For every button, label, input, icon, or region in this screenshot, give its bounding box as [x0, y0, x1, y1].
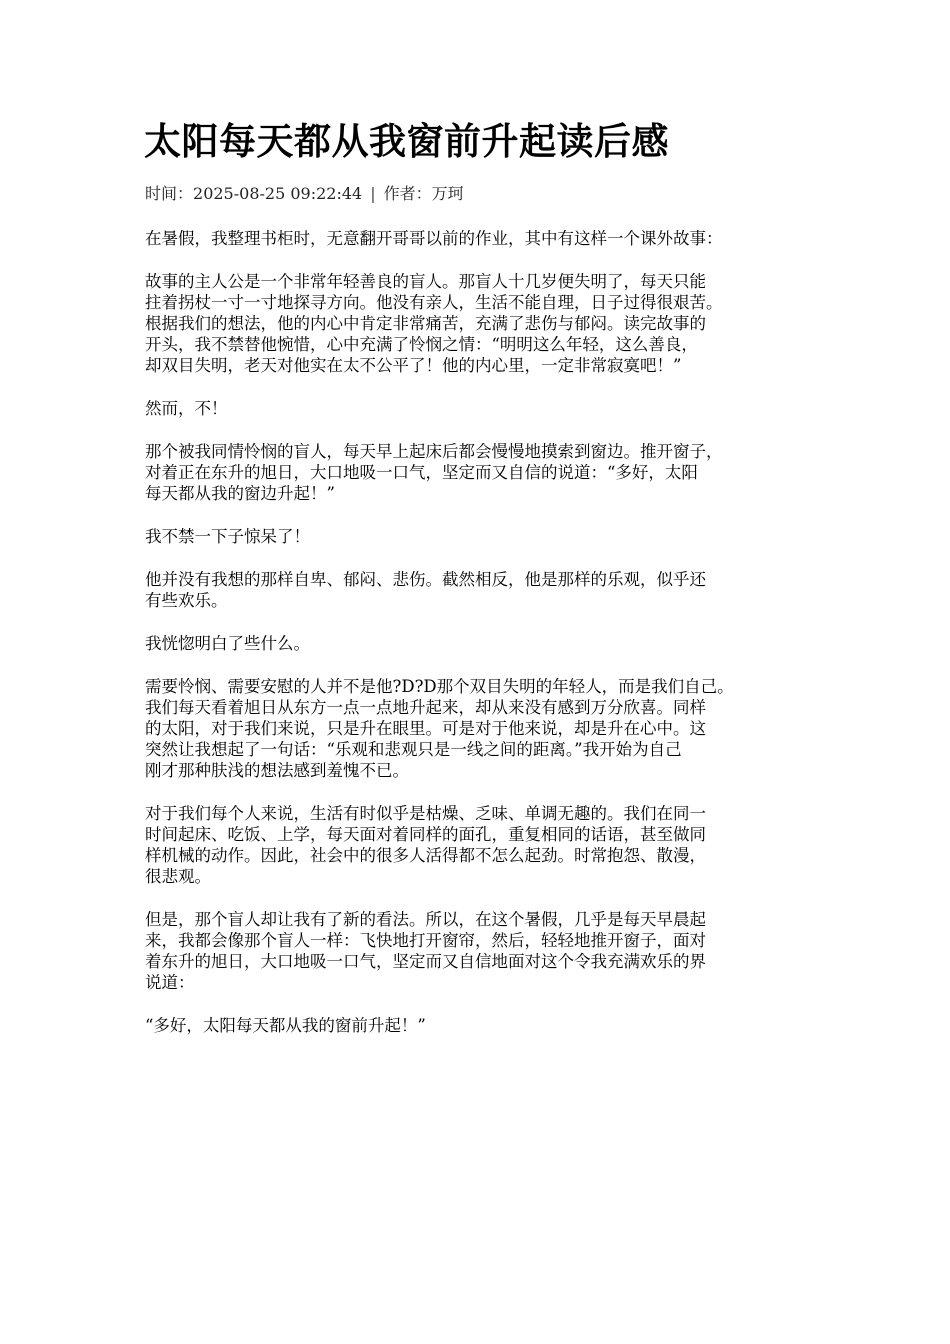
author-label: 作者： [383, 184, 432, 203]
paragraph: 对于我们每个人来说，生活有时似乎是枯燥、乏味、单调无趣的。我们在同一 时间起床、吃饭、上学，每天面对着同样的面孔，重复相同的话语，甚至做同 样机械的动作。因此，社会中的很多人活得都不怎么起劲。时常抱怨、散漫， 很悲观。 [145, 804, 706, 886]
time-label: 时间： [145, 184, 194, 203]
paragraph: “多好，太阳每天都从我的窗前升起！” [145, 1016, 426, 1035]
paragraph: 在暑假，我整理书柜时，无意翻开哥哥以前的作业，其中有这样一个课外故事： [145, 229, 723, 248]
paragraph: 他并没有我想的那样自卑、郁闷、悲伤。截然相反，他是那样的乐观，似乎还 有些欢乐。 [145, 570, 706, 610]
paragraph: 故事的主人公是一个非常年轻善良的盲人。那盲人十几岁便失明了，每天只能 拄着拐杖一寸一寸地探寻方向。他没有亲人，生活不能自理，日子过得很艰苦。 根据我们的想法，他的内心中肯定非常痛苦，充满了悲伤与郁闷。读完故事的 开头，我不禁替他惋惜，心中充满了怜悯之情：“明明这么年轻，这么善良， 却双目失明，老天对他实在太不公平了！他的内心里，一定非常寂寞吧！” [145, 272, 723, 375]
paragraph: 我恍惚明白了些什么。 [145, 634, 310, 653]
article-body [145, 228, 815, 1058]
author-value: 万珂 [431, 184, 464, 203]
meta-separator: | [370, 184, 376, 203]
paragraph: 然而，不！ [145, 399, 228, 418]
time-value: 2025-08-25 09:22:44 [193, 184, 363, 203]
paragraph: 但是，那个盲人却让我有了新的看法。所以，在这个暑假，几乎是每天早晨起 来，我都会像那个盲人一样：飞快地打开窗帘，然后，轻轻地推开窗子，面对 着东升的旭日，大口地吸一口气，坚定而又自信地面对这个令我充满欢乐的界 说道： [145, 910, 706, 992]
article-meta [145, 183, 464, 205]
paragraph: 我不禁一下子惊呆了！ [145, 527, 310, 546]
article-title: 太阳每天都从我窗前升起读后感 [144, 119, 669, 163]
paragraph: 那个被我同情怜悯的盲人，每天早上起床后都会慢慢地摸索到窗边。推开窗子， 对着正在东升的旭日，大口地吸一口气，坚定而又自信的说道：“多好，太阳 每天都从我的窗边升起！” [145, 442, 723, 503]
paragraph: 需要怜悯、需要安慰的人并不是他?D?D那个双目失明的年轻人，而是我们自己。 我们每天看着旭日从东方一点一点地升起来，却从来没有感到万分欣喜。同样 的太阳，对于我们来说，只是升在眼里。可是对于他来说，却是升在心中。这 突然让我想起了一句话：“乐观和悲观只是一线之间的距离。”我开始为自己 刚才那种肤浅的想法感到羞愧不已。 [145, 677, 734, 780]
